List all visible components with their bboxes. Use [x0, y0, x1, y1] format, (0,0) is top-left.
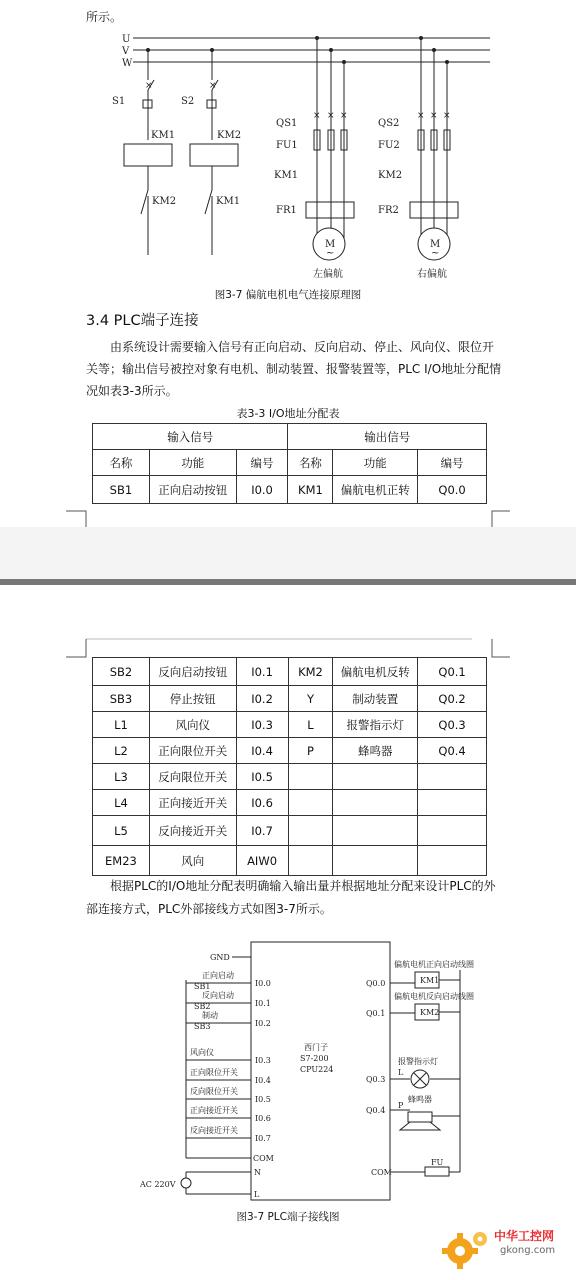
- motor-left-tilde: ~: [326, 248, 335, 259]
- table-cell: 报警指示灯: [333, 712, 418, 738]
- figure-caption-1: 图3-7 偏航电机电气连接原理图: [214, 289, 362, 301]
- svg-text:×: ×: [443, 111, 451, 121]
- fu1-label: FU1: [276, 140, 298, 151]
- svg-text:×: ×: [145, 81, 153, 91]
- motor-right-symbol: M: [430, 239, 441, 250]
- plc-wiring-diagram: [0, 935, 576, 1205]
- q00-coil: KM1: [420, 976, 440, 985]
- input-port-label: I0.7: [255, 1134, 271, 1143]
- table-cell: 偏航电机反转: [333, 658, 418, 686]
- input-name-label: 风向仪: [190, 1048, 214, 1057]
- table-cell: [288, 790, 333, 816]
- motor-circuit-diagram: [0, 28, 576, 284]
- figure-caption-2: 图3-7 PLC端子接线图: [236, 1211, 340, 1223]
- table-cell: I0.3: [236, 712, 288, 738]
- table-cell: [418, 790, 487, 816]
- q00-port: Q0.0: [366, 979, 386, 988]
- page-corner-marks-bottom: [0, 505, 576, 527]
- paragraph-2-line-2: 部连接方式，PLC外部接线方式如图3-7所示。: [86, 902, 332, 916]
- table-cell: Q0.2: [418, 686, 487, 712]
- km2-contact-label: KM2: [152, 196, 177, 207]
- header-cell: 编号: [418, 450, 487, 476]
- header-cell: 编号: [236, 450, 288, 476]
- km2-main-label: KM2: [378, 170, 403, 181]
- input-name-label: 正向限位开关: [190, 1068, 238, 1077]
- q04-label: 蜂鸣器: [408, 1095, 432, 1104]
- io-table-part-2: [92, 657, 487, 876]
- table-group-output: 输出信号: [288, 424, 487, 450]
- table-cell: L1: [93, 712, 150, 738]
- input-tag-label: SB1: [194, 982, 211, 991]
- watermark: [440, 1221, 570, 1273]
- table-cell: SB2: [93, 658, 150, 686]
- table-cell: [333, 764, 418, 790]
- input-name-label: 正向启动: [202, 971, 234, 980]
- table-cell: I0.1: [236, 658, 288, 686]
- table-cell: Q0.1: [418, 658, 487, 686]
- table-cell: L: [288, 712, 333, 738]
- paragraph-1-line-1: 由系统设计需要输入信号有正向启动、反向启动、停止、风向仪、限位开: [110, 340, 495, 354]
- table-cell: [288, 764, 333, 790]
- table-cell: P: [288, 738, 333, 764]
- plc-model: S7-200: [300, 1054, 329, 1063]
- table-cell: Q0.3: [418, 712, 487, 738]
- input-name-label: 反向限位开关: [190, 1087, 238, 1096]
- input-port-label: I0.5: [255, 1095, 271, 1104]
- svg-text:×: ×: [313, 111, 321, 121]
- qs1-label: QS1: [276, 118, 298, 129]
- l-label: L: [254, 1190, 260, 1199]
- gear-icon: [440, 1227, 492, 1273]
- km1-contact-label: KM1: [216, 196, 241, 207]
- table-cell: 反向接近开关: [149, 816, 236, 846]
- ac-label: AC 220V: [140, 1180, 176, 1189]
- input-name-label: 反向启动: [202, 991, 234, 1000]
- svg-text:×: ×: [417, 111, 425, 121]
- n-label: N: [254, 1168, 261, 1177]
- input-port-label: I0.1: [255, 999, 271, 1008]
- table-cell: SB3: [93, 686, 150, 712]
- s1-label: S1: [112, 96, 126, 107]
- km1-main-label: KM1: [274, 170, 299, 181]
- q03-coil: L: [398, 1068, 404, 1077]
- table-header-row: [93, 450, 487, 476]
- page-2: [0, 585, 576, 1280]
- header-cell: 名称: [93, 450, 150, 476]
- motor-left-symbol: M: [325, 239, 336, 250]
- q01-port: Q0.1: [366, 1009, 386, 1018]
- table-cell: SB1: [93, 476, 150, 504]
- input-port-label: I0.6: [255, 1114, 271, 1123]
- table-cell: 正向限位开关: [149, 738, 236, 764]
- table-cell: 正向启动按钮: [149, 476, 236, 504]
- table-cell: 制动装置: [333, 686, 418, 712]
- table-cell: 停止按钮: [149, 686, 236, 712]
- input-name-label: 制动: [202, 1011, 218, 1020]
- plc-brand: 西门子: [304, 1043, 328, 1052]
- table-cell: I0.6: [236, 790, 288, 816]
- table-cell: EM23: [93, 846, 150, 876]
- table-cell: [418, 846, 487, 876]
- q04-coil: P: [398, 1101, 404, 1110]
- table-cell: [288, 846, 333, 876]
- input-name-label: 正向接近开关: [190, 1106, 238, 1115]
- plc-cpu: CPU224: [300, 1065, 334, 1074]
- q03-port: Q0.3: [366, 1075, 386, 1084]
- svg-text:×: ×: [327, 111, 335, 121]
- q03-label: 报警指示灯: [398, 1057, 438, 1066]
- table-title: 表3-3 I/O地址分配表: [236, 407, 340, 420]
- paragraph-1-line-2: 关等；输出信号被控对象有电机、制动装置、报警装置等，PLC I/O地址分配情: [86, 362, 502, 376]
- km1-coil-label: KM1: [151, 130, 176, 141]
- table-group-input: 输入信号: [93, 424, 288, 450]
- top-text: 所示。: [86, 10, 123, 24]
- section-title: 3.4 PLC端子连接: [86, 313, 199, 329]
- input-name-label: 反向接近开关: [190, 1126, 238, 1135]
- input-tag-label: SB3: [194, 1022, 211, 1031]
- table-cell: AIW0: [236, 846, 288, 876]
- table-row: [93, 846, 487, 876]
- fr2-label: FR2: [378, 205, 399, 216]
- page-1: [0, 0, 576, 527]
- table-cell: [418, 764, 487, 790]
- table-cell: 风向: [149, 846, 236, 876]
- table-cell: I0.4: [236, 738, 288, 764]
- header-cell: 名称: [288, 450, 333, 476]
- table-row: [93, 658, 487, 686]
- q01-coil: KM2: [420, 1008, 440, 1017]
- input-tag-label: SB2: [194, 1002, 211, 1011]
- header-cell: 功能: [149, 450, 236, 476]
- gnd-label: GND: [210, 953, 230, 962]
- bus-v-label: V: [122, 46, 130, 57]
- q00-label: 偏航电机正向启动线圈: [394, 960, 474, 969]
- com-right-label: COM: [371, 1168, 392, 1177]
- paragraph-1-line-3: 况如表3-3所示。: [86, 384, 178, 398]
- fr1-label: FR1: [276, 205, 297, 216]
- input-port-label: I0.3: [255, 1056, 271, 1065]
- table-cell: 偏航电机正转: [333, 476, 418, 504]
- table-cell: [333, 816, 418, 846]
- table-cell: L5: [93, 816, 150, 846]
- table-cell: 反向启动按钮: [149, 658, 236, 686]
- table-cell: Q0.4: [418, 738, 487, 764]
- header-cell: 功能: [333, 450, 418, 476]
- fu-label: FU: [431, 1158, 444, 1167]
- table-cell: 反向限位开关: [149, 764, 236, 790]
- watermark-url: gkong.com: [500, 1245, 556, 1256]
- table-cell: [333, 790, 418, 816]
- table-cell: KM2: [288, 658, 333, 686]
- motor-right-label: 右偏航: [417, 269, 447, 280]
- watermark-title: 中华工控网: [494, 1229, 555, 1243]
- paragraph-2-line-1: 根据PLC的I/O地址分配表明确输入输出量并根据地址分配来设计PLC的外: [110, 879, 496, 893]
- table-cell: 正向接近开关: [149, 790, 236, 816]
- com-left-label: COM: [253, 1154, 274, 1163]
- page-gap: [0, 527, 576, 585]
- table-cell: I0.2: [236, 686, 288, 712]
- qs2-label: QS2: [378, 118, 400, 129]
- table-row: [93, 790, 487, 816]
- table-cell: L4: [93, 790, 150, 816]
- table-cell: [333, 846, 418, 876]
- motor-right-tilde: ~: [431, 248, 440, 259]
- table-cell: I0.7: [236, 816, 288, 846]
- bus-u-label: U: [122, 34, 131, 45]
- input-port-label: I0.2: [255, 1019, 271, 1028]
- bus-w-label: W: [122, 58, 133, 69]
- input-port-label: I0.0: [255, 979, 271, 988]
- table-row: [93, 816, 487, 846]
- svg-text:×: ×: [430, 111, 438, 121]
- table-cell: L2: [93, 738, 150, 764]
- table-cell: I0.5: [236, 764, 288, 790]
- input-port-label: I0.4: [255, 1076, 271, 1085]
- table-cell: L3: [93, 764, 150, 790]
- km2-coil-label: KM2: [217, 130, 242, 141]
- table-cell: KM1: [288, 476, 333, 504]
- table-cell: Y: [288, 686, 333, 712]
- table-cell: I0.0: [236, 476, 288, 504]
- io-table-part-1: [92, 423, 487, 504]
- table-row: [93, 476, 487, 504]
- s2-label: S2: [181, 96, 195, 107]
- fu2-label: FU2: [378, 140, 400, 151]
- q04-port: Q0.4: [366, 1106, 386, 1115]
- svg-text:×: ×: [340, 111, 348, 121]
- table-row: [93, 686, 487, 712]
- table-cell: 风向仪: [149, 712, 236, 738]
- table-row: [93, 764, 487, 790]
- q01-label: 偏航电机反向启动线圈: [394, 992, 474, 1001]
- motor-left-label: 左偏航: [313, 269, 343, 280]
- table-cell: 蜂鸣器: [333, 738, 418, 764]
- table-cell: Q0.0: [418, 476, 487, 504]
- table-cell: [288, 816, 333, 846]
- table-cell: [418, 816, 487, 846]
- table-row: [93, 738, 487, 764]
- svg-text:×: ×: [209, 81, 217, 91]
- table-row: [93, 712, 487, 738]
